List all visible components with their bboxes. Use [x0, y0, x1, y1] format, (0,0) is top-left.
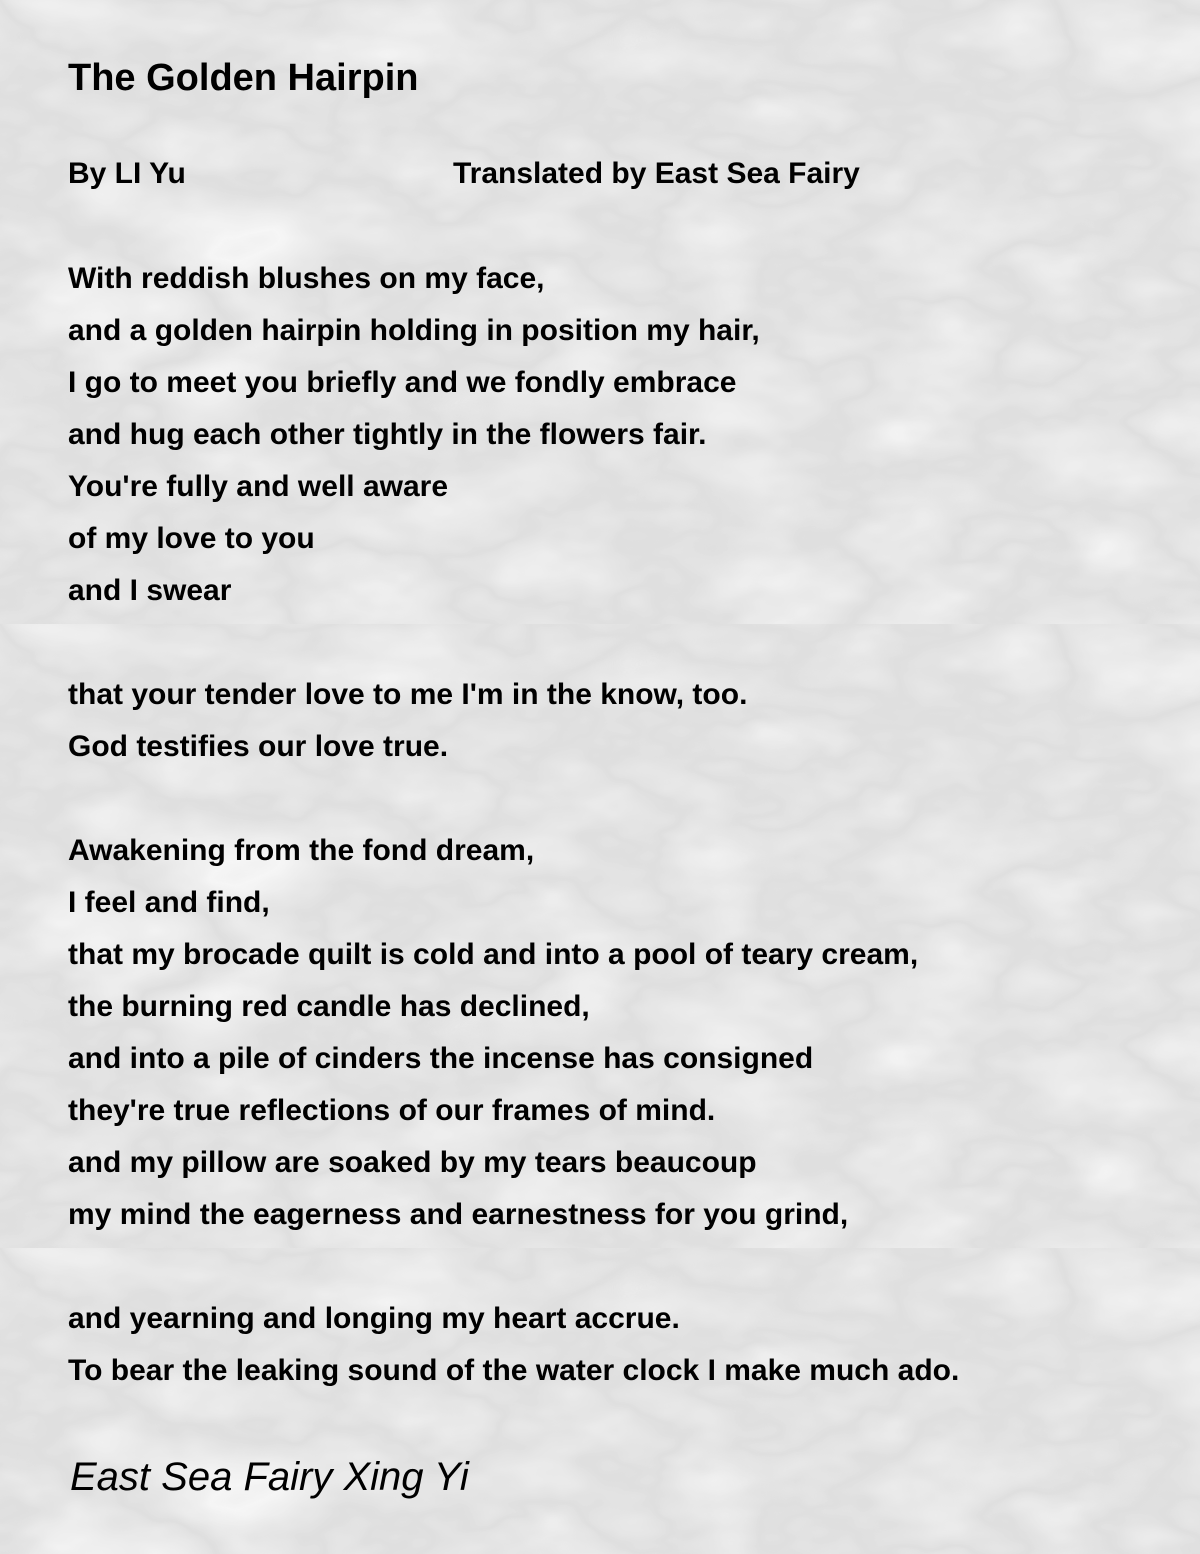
poem-line: God testifies our love true.	[68, 730, 449, 763]
translator-credit: Translated by East Sea Fairy	[453, 157, 860, 190]
poem-line: my mind the eagerness and earnestness for you grind,	[68, 1198, 849, 1231]
poem-line: To bear the leaking sound of the water clock I make much ado.	[68, 1354, 960, 1387]
stanza-3	[68, 825, 918, 1241]
poem-title: The Golden Hairpin	[68, 57, 419, 99]
poem-line: that my brocade quilt is cold and into a pool of teary cream,	[68, 938, 919, 971]
poem-line: the burning red candle has declined,	[68, 990, 590, 1023]
poem-line: Awakening from the fond dream,	[68, 834, 535, 867]
stanza-2	[68, 669, 747, 773]
poem-line: I go to meet you briefly and we fondly embrace	[68, 366, 737, 399]
poem-line: that your tender love to me I'm in the know, too.	[68, 678, 748, 711]
poem-line: and my pillow are soaked by my tears beaucoup	[68, 1146, 757, 1179]
stanza-4	[68, 1293, 959, 1397]
stanza-1	[68, 253, 760, 617]
poem-line: and into a pile of cinders the incense has consigned	[68, 1042, 814, 1075]
poem-line: of my love to you	[68, 522, 315, 555]
poem-line: and a golden hairpin holding in position my hair,	[68, 314, 760, 347]
poem-line: I feel and find,	[68, 886, 270, 919]
signature: East Sea Fairy Xing Yi	[70, 1455, 469, 1499]
author-byline: By LI Yu	[68, 157, 186, 190]
poem-line: You're fully and well aware	[68, 470, 449, 503]
poem-line: With reddish blushes on my face,	[68, 262, 545, 295]
poem-line: and I swear	[68, 574, 232, 607]
poem-line: they're true reflections of our frames of mind.	[68, 1094, 716, 1127]
poem-line: and hug each other tightly in the flowers fair.	[68, 418, 707, 451]
poem-line: and yearning and longing my heart accrue.	[68, 1302, 680, 1335]
